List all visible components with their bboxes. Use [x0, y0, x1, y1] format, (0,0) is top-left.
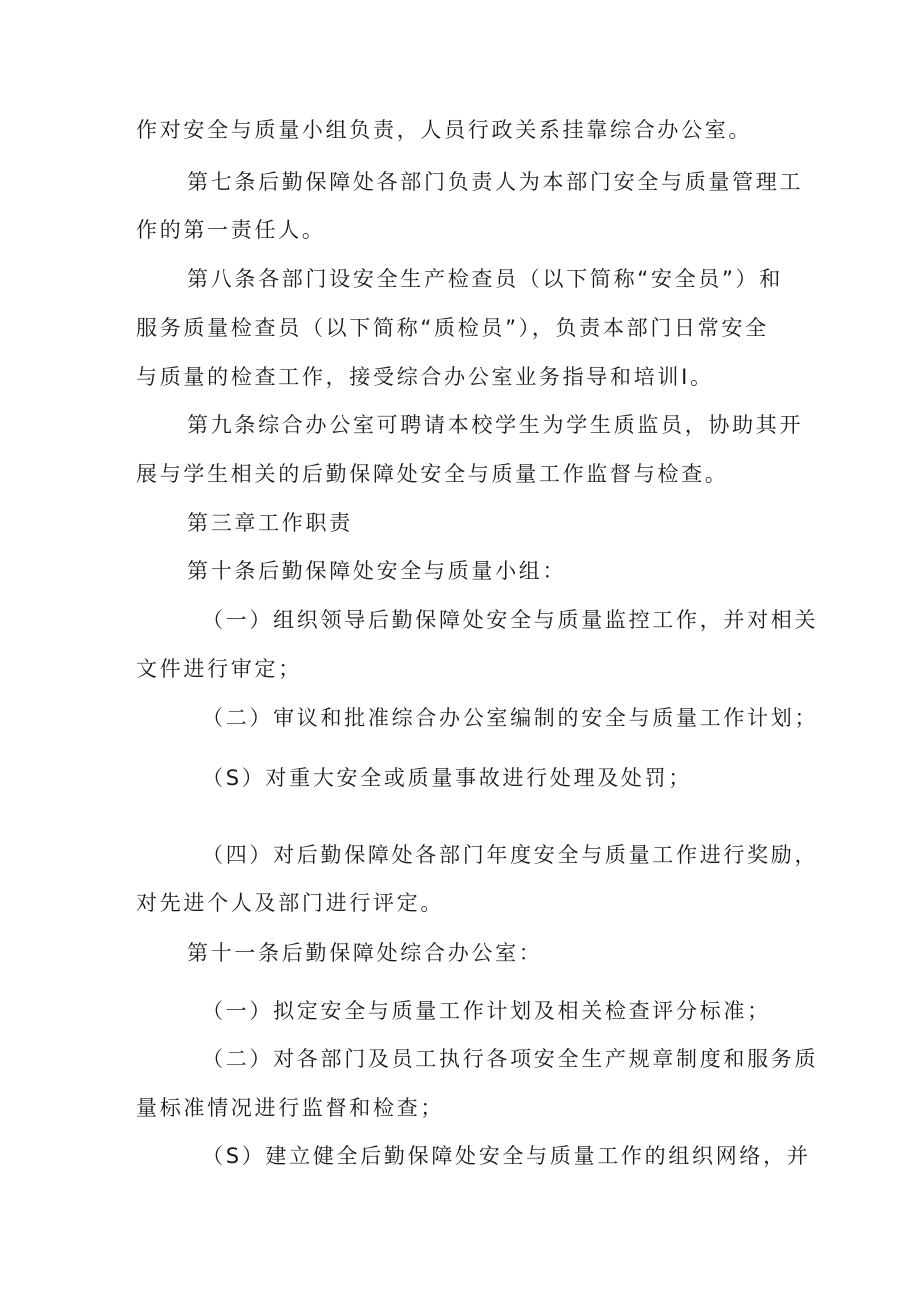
list-item-line: （一）拟定安全与质量工作计划及相关检查评分标准；: [202, 999, 771, 1023]
article-9-line: 第九条综合办公室可聘请本校学生为学生质监员，协助其开: [187, 413, 804, 437]
text-line: 服务质量检查员（以下简称“质检员”），负责本部门日常安全: [136, 316, 769, 340]
text-line: 与质量的检查工作，接受综合办公室业务指导和培训I。: [136, 365, 714, 389]
list-item-line: （一）组织领导后勤保障处安全与质量监控工作，并对相关: [202, 608, 819, 632]
list-item-line: （二）对各部门及员工执行各项安全生产规章制度和服务质: [202, 1047, 819, 1071]
text-line: 对先进个人及部门进行评定。: [136, 891, 445, 915]
list-item-line: （S）建立健全后勤保障处安全与质量工作的组织网络，并: [202, 1144, 811, 1168]
text-line: 展与学生相关的后勤保障处安全与质量工作监督与检查。: [136, 462, 729, 486]
list-item-line: （二）审议和批准综合办公室编制的安全与质量工作计划；: [202, 706, 819, 730]
article-10-line: 第十条后勤保障处安全与质量小组：: [187, 559, 567, 583]
article-8-line: 第八条各部门设安全生产检查员（以下简称“安全员”）和: [187, 267, 783, 291]
text-line: 作对安全与质量小组负责，人员行政关系挂靠综合办公室。: [136, 118, 753, 142]
list-item-line: （S）对重大安全或质量事故进行处理及处罚；: [202, 766, 693, 790]
article-7-line: 第七条后勤保障处各部门负责人为本部门安全与质量管理工: [187, 170, 804, 194]
text-line: 量标准情况进行监督和检查；: [136, 1096, 445, 1120]
list-item-line: （四）对后勤保障处各部门年度安全与质量工作进行奖励，: [202, 843, 819, 867]
text-line: 文件进行审定；: [136, 657, 302, 681]
chapter-3-heading: 第三章工作职责: [187, 511, 353, 535]
article-11-line: 第十一条后勤保障处综合办公室：: [187, 941, 543, 965]
text-line: 作的第一责任人。: [136, 218, 326, 242]
